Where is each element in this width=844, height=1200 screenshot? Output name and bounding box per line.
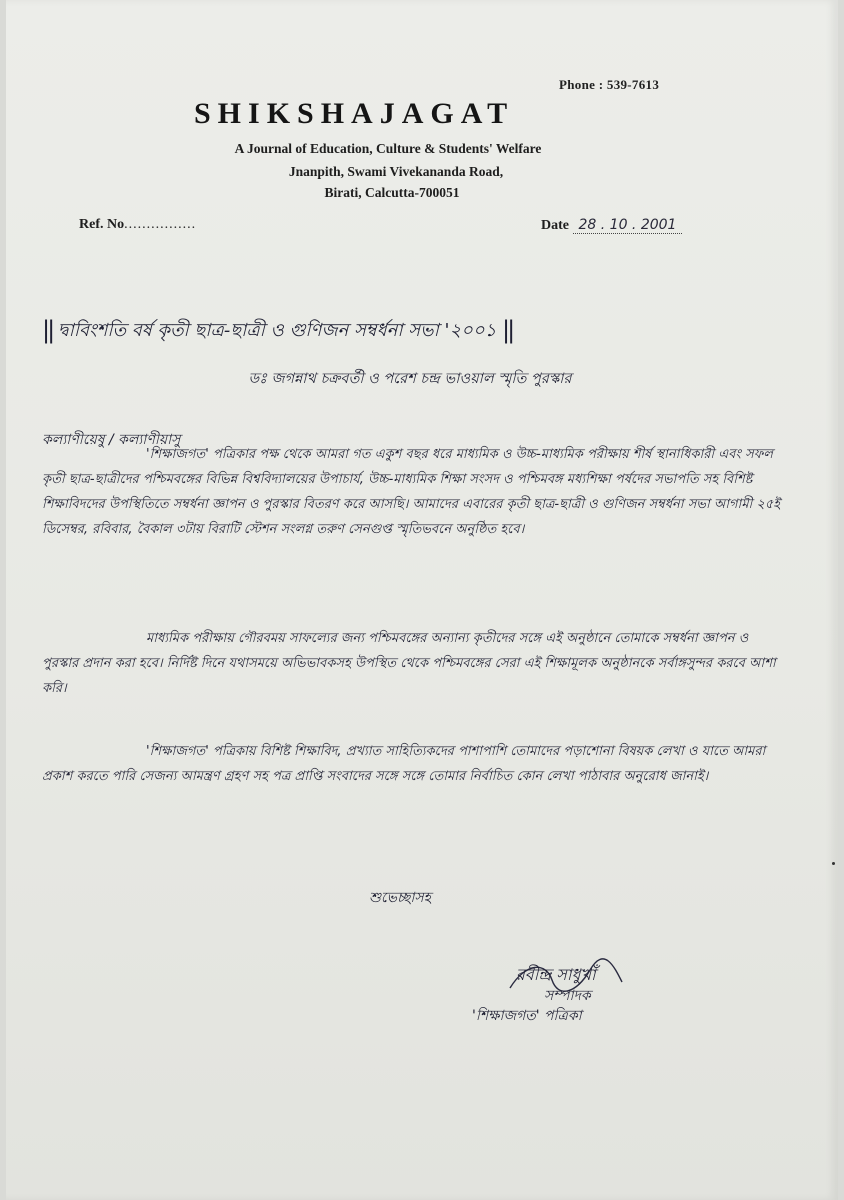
signature-organization: 'শিক্ষাজগত' পত্রিকা — [472, 1008, 582, 1024]
paragraph-1 — [42, 442, 784, 542]
paragraph-2-text: মাধ্যমিক পরীক্ষায় গৌরবময় সাফল্যের জন্য পশ্চিমবঙ্গের অন্যান্য কৃতীদের সঙ্গে এই অনুষ্ঠানে তোমাকে সম্বর্ধনা জ্ঞাপন ও পুরস্কার প্রদান করা হবে। নির্দিষ্ট দিনে যথাসময়ে অভিভাবকসহ উপস্থিত থেকে পশ্চিমবঙ্গের সেরা এই শিক্ষামূলক অনুষ্ঠানকে সর্বাঙ্গসুন্দর করবে আশা করি। — [42, 631, 776, 696]
paragraph-3 — [42, 739, 784, 789]
date-label: Date — [541, 218, 569, 233]
heading-bar-right: || — [502, 316, 513, 344]
page-speck — [832, 862, 835, 865]
salutation: কল্যাণীয়েষু / কল্যাণীয়াসু — [42, 432, 181, 448]
phone-number: Phone : 539-7613 — [559, 77, 660, 92]
masthead-title: SHIKSHAJAGAT — [194, 97, 515, 130]
ref-dots: ................ — [124, 217, 197, 232]
letter-page — [6, 0, 838, 1200]
closing-text: শুভেচ্ছাসহ — [368, 890, 432, 906]
ref-label: Ref. No — [79, 217, 125, 232]
address-line-2: Birati, Calcutta-700051 — [324, 185, 460, 200]
signature-role: সম্পাদক — [544, 988, 591, 1004]
paragraph-2 — [42, 626, 784, 701]
letter-subheading: ডঃ জগন্নাথ চক্রবর্তী ও পরেশ চন্দ্র ভাওয়াল স্মৃতি পুরস্কার — [248, 371, 572, 387]
heading-text: দ্বাবিংশতি বর্ষ কৃতী ছাত্র-ছাত্রী ও গুণিজন সম্বর্ধনা সভা '২০০১ — [57, 320, 497, 341]
journal-tagline: A Journal of Education, Culture & Students' Welfare — [234, 141, 542, 156]
date-value: 28 . 10 . 2001 — [573, 217, 683, 234]
signature-name: রবীন্দ্র সাধুখাঁ — [516, 965, 596, 984]
heading-bar-left: || — [42, 316, 53, 344]
paragraph-3-text: 'শিক্ষাজগত' পত্রিকায় বিশিষ্ট শিক্ষাবিদ, প্রখ্যাত সাহিত্যিকদের পাশাপাশি তোমাদের পড়াশোনা বিষয়ক লেখা ও যাতে আমরা প্রকাশ করতে পারি সেজন্য আমন্ত্রণ গ্রহণ সহ পত্র প্রাপ্তি সংবাদের সঙ্গে সঙ্গে তোমার নির্বাচিত কোন লেখা পাঠাবার অনুরোধ জানাই। — [42, 744, 766, 784]
paragraph-1-text: 'শিক্ষাজগত' পত্রিকার পক্ষ থেকে আমরা গত একুশ বছর ধরে মাধ্যমিক ও উচ্চ-মাধ্যমিক পরীক্ষায় শীর্ষ স্থানাধিকারী এবং সফল কৃতী ছাত্র-ছাত্রীদের পশ্চিমবঙ্গের বিভিন্ন বিশ্ববিদ্যালয়ের উপাচার্য, উচ্চ-মাধ্যমিক শিক্ষা সংসদ ও পশ্চিমবঙ্গ মধ্যশিক্ষা পর্ষদের সভাপতি সহ বিশিষ্ট শিক্ষাবিদদের উপস্থিতিতে সম্বর্ধনা জ্ঞাপন ও পুরস্কার বিতরণ করে আসছি। আমাদের এবারের কৃতী ছাত্র-ছাত্রী ও গুণিজন সম্বর্ধনা সভা আগামী ২৫ই ডিসেম্বর, রবিবার, বৈকাল ৩টায় বিরাটি স্টেশন সংলগ্ন তরুণ সেনগুপ্ত স্মৃতিভবনে অনুষ্ঠিত হবে। — [42, 447, 781, 537]
address-line-1: Jnanpith, Swami Vivekananda Road, — [288, 164, 504, 179]
date-field — [541, 217, 682, 234]
ref-number — [79, 217, 196, 233]
letter-heading — [42, 316, 742, 347]
